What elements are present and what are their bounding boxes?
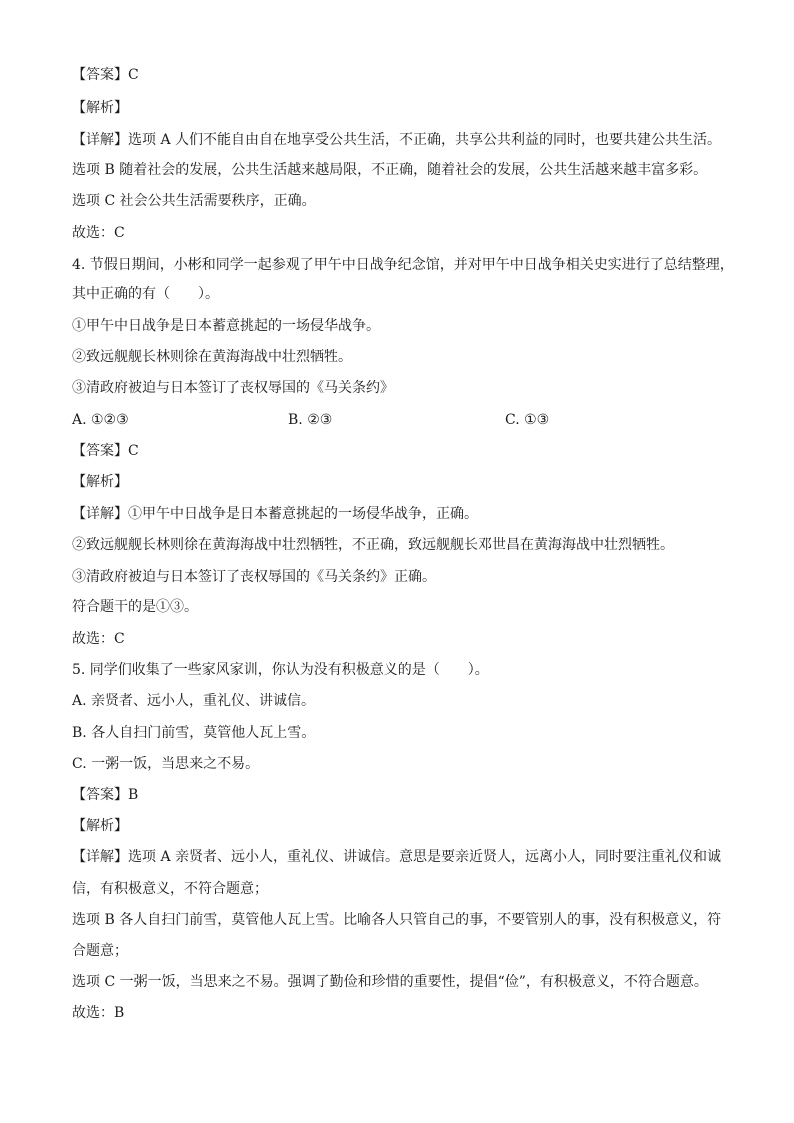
q5-detail-line: 选项 B 各人自扫门前雪，莫管他人瓦上雪。比喻各人只管自己的事，不要管别人的事，没有积极意义，符	[72, 912, 722, 928]
q4-stem-line: 其中正确的有（ ）。	[72, 286, 219, 302]
q4-final-answer: 故选：C	[72, 631, 125, 647]
q4-option-c: C. ①③	[505, 412, 550, 428]
q5-option-a: A. 亲贤者、远小人，重礼仪、讲诚信。	[72, 693, 316, 709]
q4-detail-line: 符合题干的是①③。	[72, 599, 198, 615]
q5-stem: 5. 同学们收集了一些家风家训，你认为没有积极意义的是（ ）。	[72, 662, 489, 678]
q4-option-a: A. ①②③	[72, 412, 129, 428]
q5-analysis-label: 【解析】	[72, 818, 128, 834]
q4-analysis-label: 【解析】	[72, 474, 128, 490]
q5-final-answer: 故选：B	[72, 1005, 125, 1021]
q5-detail-line: 合题意；	[72, 943, 128, 959]
q3-final-answer: 故选：C	[72, 225, 125, 241]
q3-answer: 【答案】C	[72, 67, 139, 83]
q5-option-b: B. 各人自扫门前雪，莫管他人瓦上雪。	[72, 725, 316, 741]
q4-detail-line: ③清政府被迫与日本签订了丧权辱国的《马关条约》正确。	[72, 569, 436, 585]
q3-analysis-label: 【解析】	[72, 100, 128, 116]
q4-detail-line: 【详解】①甲午中日战争是日本蓄意挑起的一场侵华战争，正确。	[72, 506, 478, 522]
q3-detail-line: 选项 C 社会公共生活需要秩序，正确。	[72, 193, 316, 209]
q5-option-c: C. 一粥一饭，当思来之不易。	[72, 756, 260, 772]
q3-detail-line: 【详解】选项 A 人们不能自由自在地享受公共生活，不正确，共享公共利益的同时，也要共建公共生活。	[72, 132, 722, 148]
q4-option-b: B. ②③	[288, 412, 333, 428]
q4-stem-line: 4. 节假日期间，小彬和同学一起参观了甲午中日战争纪念馆，并对甲午中日战争相关史实进行了总结整理，	[72, 257, 734, 273]
q4-answer: 【答案】C	[72, 443, 139, 459]
q4-statement: ①甲午中日战争是日本蓄意挑起的一场侵华战争。	[72, 318, 380, 334]
q4-detail-line: ②致远舰舰长林则徐在黄海海战中壮烈牺牲，不正确，致远舰舰长邓世昌在黄海海战中壮烈牺牲。	[72, 537, 674, 553]
q5-answer: 【答案】B	[72, 787, 139, 803]
q4-statement: ③清政府被迫与日本签订了丧权辱国的《马关条约》	[72, 380, 394, 396]
q5-detail-line: 选项 C 一粥一饭，当思来之不易。强调了勤俭和珍惜的重要性，提倡“俭”，有积极意义，不符合题意。	[72, 974, 708, 990]
q4-options-row	[72, 410, 772, 430]
q5-detail-line: 【详解】选项 A 亲贤者、远小人，重礼仪、讲诚信。意思是要亲近贤人，远离小人，同时要注重礼仪和诚	[72, 849, 722, 865]
q4-statement: ②致远舰舰长林则徐在黄海海战中壮烈牺牲。	[72, 349, 352, 365]
q5-detail-line: 信，有积极意义，不符合题意；	[72, 881, 268, 897]
q3-detail-line: 选项 B 随着社会的发展，公共生活越来越局限，不正确，随着社会的发展，公共生活越来越丰富多彩。	[72, 162, 708, 178]
